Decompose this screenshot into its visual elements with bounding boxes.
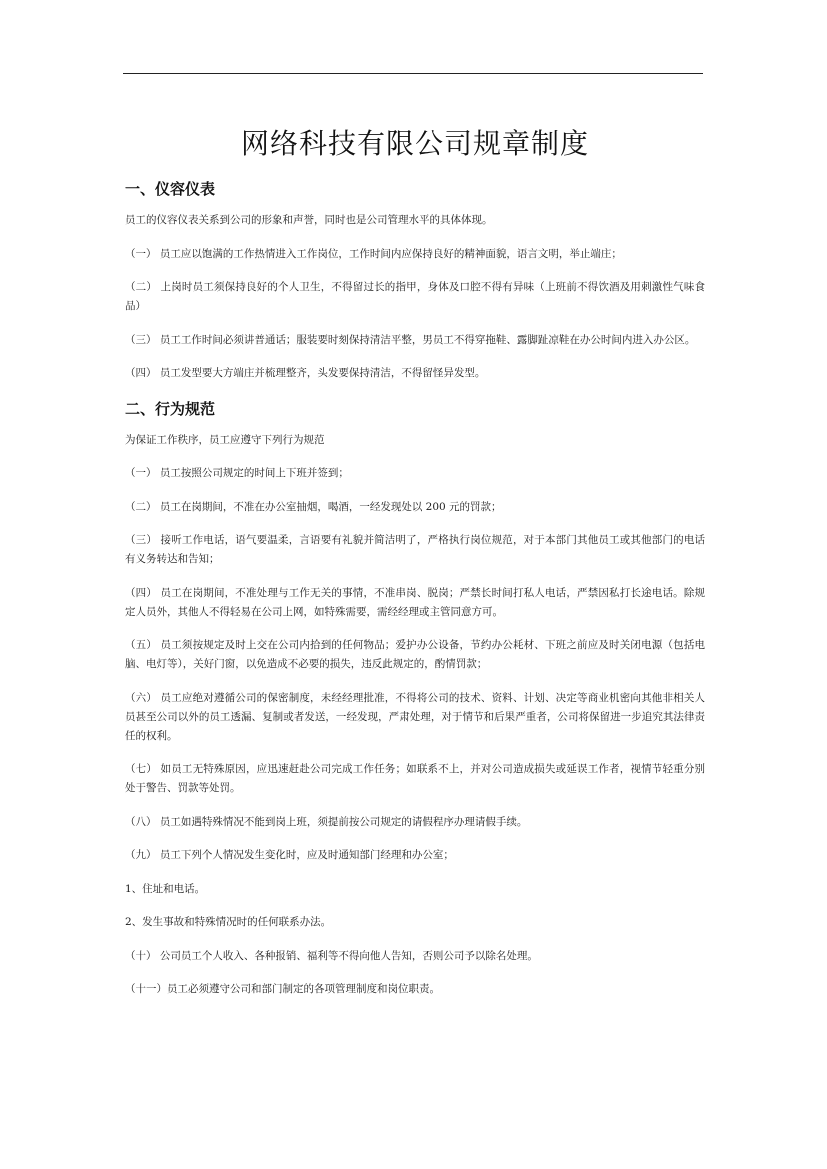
header-rule [123, 73, 703, 74]
paragraph: （三） 接听工作电话，语气要温柔，言语要有礼貌并简洁明了，严格执行岗位规范，对于本部门其他员工或其他部门的电话有义务转达和告知； [125, 534, 705, 565]
paragraph-list [125, 431, 705, 1000]
paragraph: （七） 如员工无特殊原因，应迅速赶赴公司完成工作任务；如联系不上，并对公司造成损失或延误工作者，视情节轻重分别处于警告、罚款等处罚。 [125, 763, 705, 794]
paragraph: 为保证工作秩序，员工应遵守下列行为规范 [125, 433, 325, 446]
section-heading: 二、行为规范 [125, 399, 216, 418]
paragraph: （十一）员工必须遵守公司和部门制定的各项管理制度和岗位职责。 [125, 983, 440, 995]
paragraph: （八） 员工如遇特殊情况不能到岗上班，须提前按公司规定的请假程序办理请假手续。 [125, 815, 528, 828]
paragraph-list [125, 211, 705, 383]
paragraph: （二） 员工在岗期间，不准在办公室抽烟，喝酒，一经发现处以 200 元的罚款； [125, 500, 502, 513]
paragraph: 1、住址和电话。 [125, 882, 206, 895]
paragraph: （四） 员工在岗期间，不准处理与工作无关的事情，不准串岗、脱岗；严禁长时间打私人电话，严禁因私打长途电话。除规定人员外，其他人不得轻易在公司上网，如特殊需要，需经经理或主管同意方可。 [125, 586, 705, 618]
paragraph: （五） 员工须按规定及时上交在公司内拾到的任何物品；爱护办公设备，节约办公耗材、下班之前应及时关闭电源（包括电脑、电灯等），关好门窗，以免造成不必要的损失，违反此规定的，酌情罚款； [125, 639, 705, 670]
paragraph: （三） 员工工作时间必须讲普通话；服装要时刻保持清洁平整，男员工不得穿拖鞋、露脚趾凉鞋在办公时间内进入办公区。 [125, 333, 696, 346]
paragraph: （十） 公司员工个人收入、各种报销、福利等不得向他人告知，否则公司予以除名处理。 [125, 949, 538, 962]
document-body [125, 124, 705, 1014]
paragraph: 2、发生事故和特殊情况时的任何联系办法。 [125, 916, 332, 928]
paragraph: （一） 员工按照公司规定的时间上下班并签到； [125, 467, 349, 479]
section-heading: 一、仪容仪表 [125, 180, 216, 198]
paragraph: （四） 员工发型要大方端庄并梳理整齐，头发要保持清洁，不得留怪异发型。 [125, 367, 486, 379]
paragraph: （一） 员工应以饱满的工作热情进入工作岗位，工作时间内应保持良好的精神面貌，语言文明，举止端庄； [125, 247, 622, 260]
document-title: 网络科技有限公司规章制度 [240, 127, 589, 160]
paragraph: （六） 员工应绝对遵循公司的保密制度，未经经理批准，不得将公司的技术、资料、计划、决定等商业机密向其他非相关人员甚至公司以外的员工透漏、复制或者发送，一经发现，严肃处理，对于情节和后果严重者，公司将保留进一步追究其法律责任的权利。 [125, 691, 705, 742]
paragraph: （九） 员工下列个人情况发生变化时，应及时通知部门经理和办公室； [125, 849, 454, 861]
section-conduct [125, 398, 705, 1000]
paragraph: 员工的仪容仪表关系到公司的形象和声誉，同时也是公司管理水平的具体体现。 [125, 214, 493, 226]
section-appearance [125, 178, 705, 383]
paragraph: （二） 上岗时员工须保持良好的个人卫生，不得留过长的指甲，身体及口腔不得有异味（上班前不得饮酒及用刺激性气味食品） [125, 281, 705, 312]
